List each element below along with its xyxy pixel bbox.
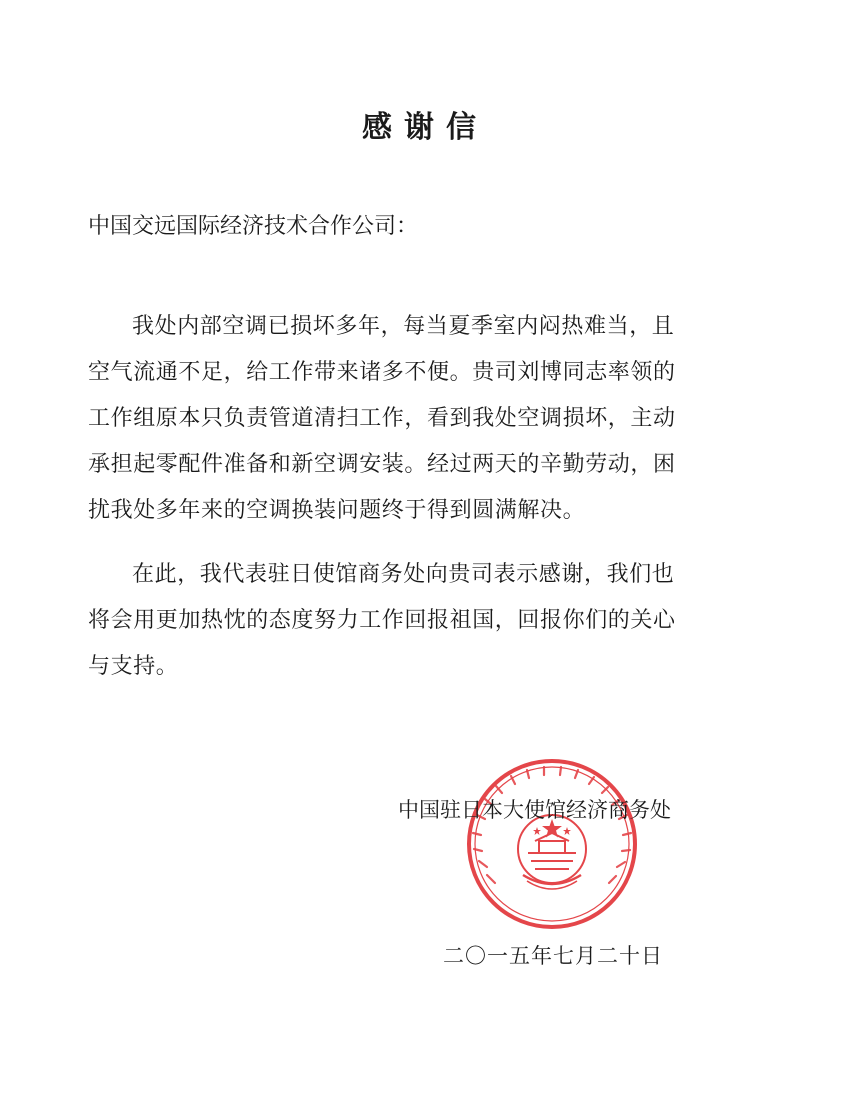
paragraph-2-line: 与支持。 [88,654,179,679]
paragraph-1-line: 工作组原本只负责管道清扫工作，看到我处空调损坏，主动 [88,406,676,431]
paragraph-1 [88,304,748,534]
paragraph-2-line: 在此，我代表驻日使馆商务处向贵司表示感谢，我们也 [132,562,675,587]
official-seal-icon [465,757,639,931]
sender-name: 中国驻日本大使馆经济商务处 [398,798,671,822]
paragraph-2-line: 将会用更加热忱的态度努力工作回报祖国，回报你们的关心 [88,608,676,633]
letter-date: 二〇一五年七月二十日 [443,944,663,968]
paragraph-2 [88,552,748,690]
paragraph-1-line: 扰我处多年来的空调换装问题终于得到圆满解决。 [88,498,586,523]
paragraph-1-line: 空气流通不足，给工作带来诸多不便。贵司刘博同志率领的 [88,360,676,385]
salutation: 中国交远国际经济技术合作公司： [88,214,419,239]
paragraph-1-line: 我处内部空调已损坏多年，每当夏季室内闷热难当，且 [132,314,675,339]
letter-title: 感谢信 [362,110,488,145]
paragraph-1-line: 承担起零配件准备和新空调安装。经过两天的辛勤劳动，困 [88,452,676,477]
